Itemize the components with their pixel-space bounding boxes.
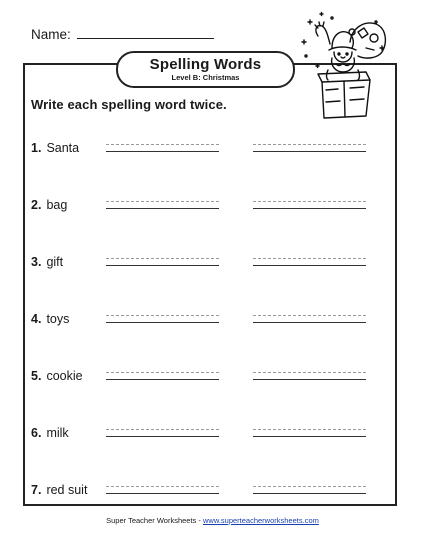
footer-credit: Super Teacher Worksheets - <box>106 516 203 525</box>
word-number: 1. <box>31 141 42 155</box>
word-text: bag <box>46 198 68 212</box>
writing-line-first[interactable] <box>106 144 219 152</box>
name-blank-line[interactable] <box>77 37 214 39</box>
writing-line-first[interactable] <box>106 258 219 266</box>
writing-line-second[interactable] <box>253 144 366 152</box>
writing-line-first[interactable] <box>106 315 219 323</box>
spelling-word <box>31 369 83 383</box>
footer <box>0 516 425 525</box>
word-number: 4. <box>31 312 42 326</box>
word-text: Santa <box>46 141 80 155</box>
list-item <box>31 125 371 155</box>
writing-line-second[interactable] <box>253 201 366 209</box>
santa-in-chimney-icon <box>296 8 390 122</box>
writing-line-second[interactable] <box>253 429 366 437</box>
writing-line-second[interactable] <box>253 258 366 266</box>
page-subtitle: Level B: Christmas <box>171 73 240 82</box>
word-number: 5. <box>31 369 42 383</box>
word-text: milk <box>46 426 69 440</box>
word-text: cookie <box>46 369 83 383</box>
spelling-word <box>31 255 63 269</box>
list-item <box>31 410 371 440</box>
writing-line-first[interactable] <box>106 429 219 437</box>
writing-line-second[interactable] <box>253 486 366 494</box>
name-label: Name: <box>31 27 71 42</box>
spelling-word <box>31 483 87 497</box>
word-number: 6. <box>31 426 42 440</box>
instructions: Write each spelling word twice. <box>31 97 227 112</box>
writing-line-second[interactable] <box>253 372 366 380</box>
footer-link[interactable]: www.superteacherworksheets.com <box>202 516 319 525</box>
name-field <box>31 27 214 42</box>
list-item <box>31 182 371 212</box>
list-item <box>31 296 371 326</box>
spelling-word <box>31 426 69 440</box>
list-item <box>31 467 371 497</box>
list-item <box>31 239 371 269</box>
writing-line-first[interactable] <box>106 372 219 380</box>
word-number: 7. <box>31 483 42 497</box>
word-text: gift <box>46 255 64 269</box>
writing-line-first[interactable] <box>106 201 219 209</box>
title-banner <box>116 51 295 88</box>
word-number: 2. <box>31 198 42 212</box>
spelling-word <box>31 312 69 326</box>
spelling-word <box>31 198 67 212</box>
word-number: 3. <box>31 255 42 269</box>
spelling-word <box>31 141 79 155</box>
list-item <box>31 353 371 383</box>
writing-line-second[interactable] <box>253 315 366 323</box>
writing-line-first[interactable] <box>106 486 219 494</box>
word-text: toys <box>46 312 70 326</box>
word-text: red suit <box>46 483 88 497</box>
page-title: Spelling Words <box>149 56 262 73</box>
